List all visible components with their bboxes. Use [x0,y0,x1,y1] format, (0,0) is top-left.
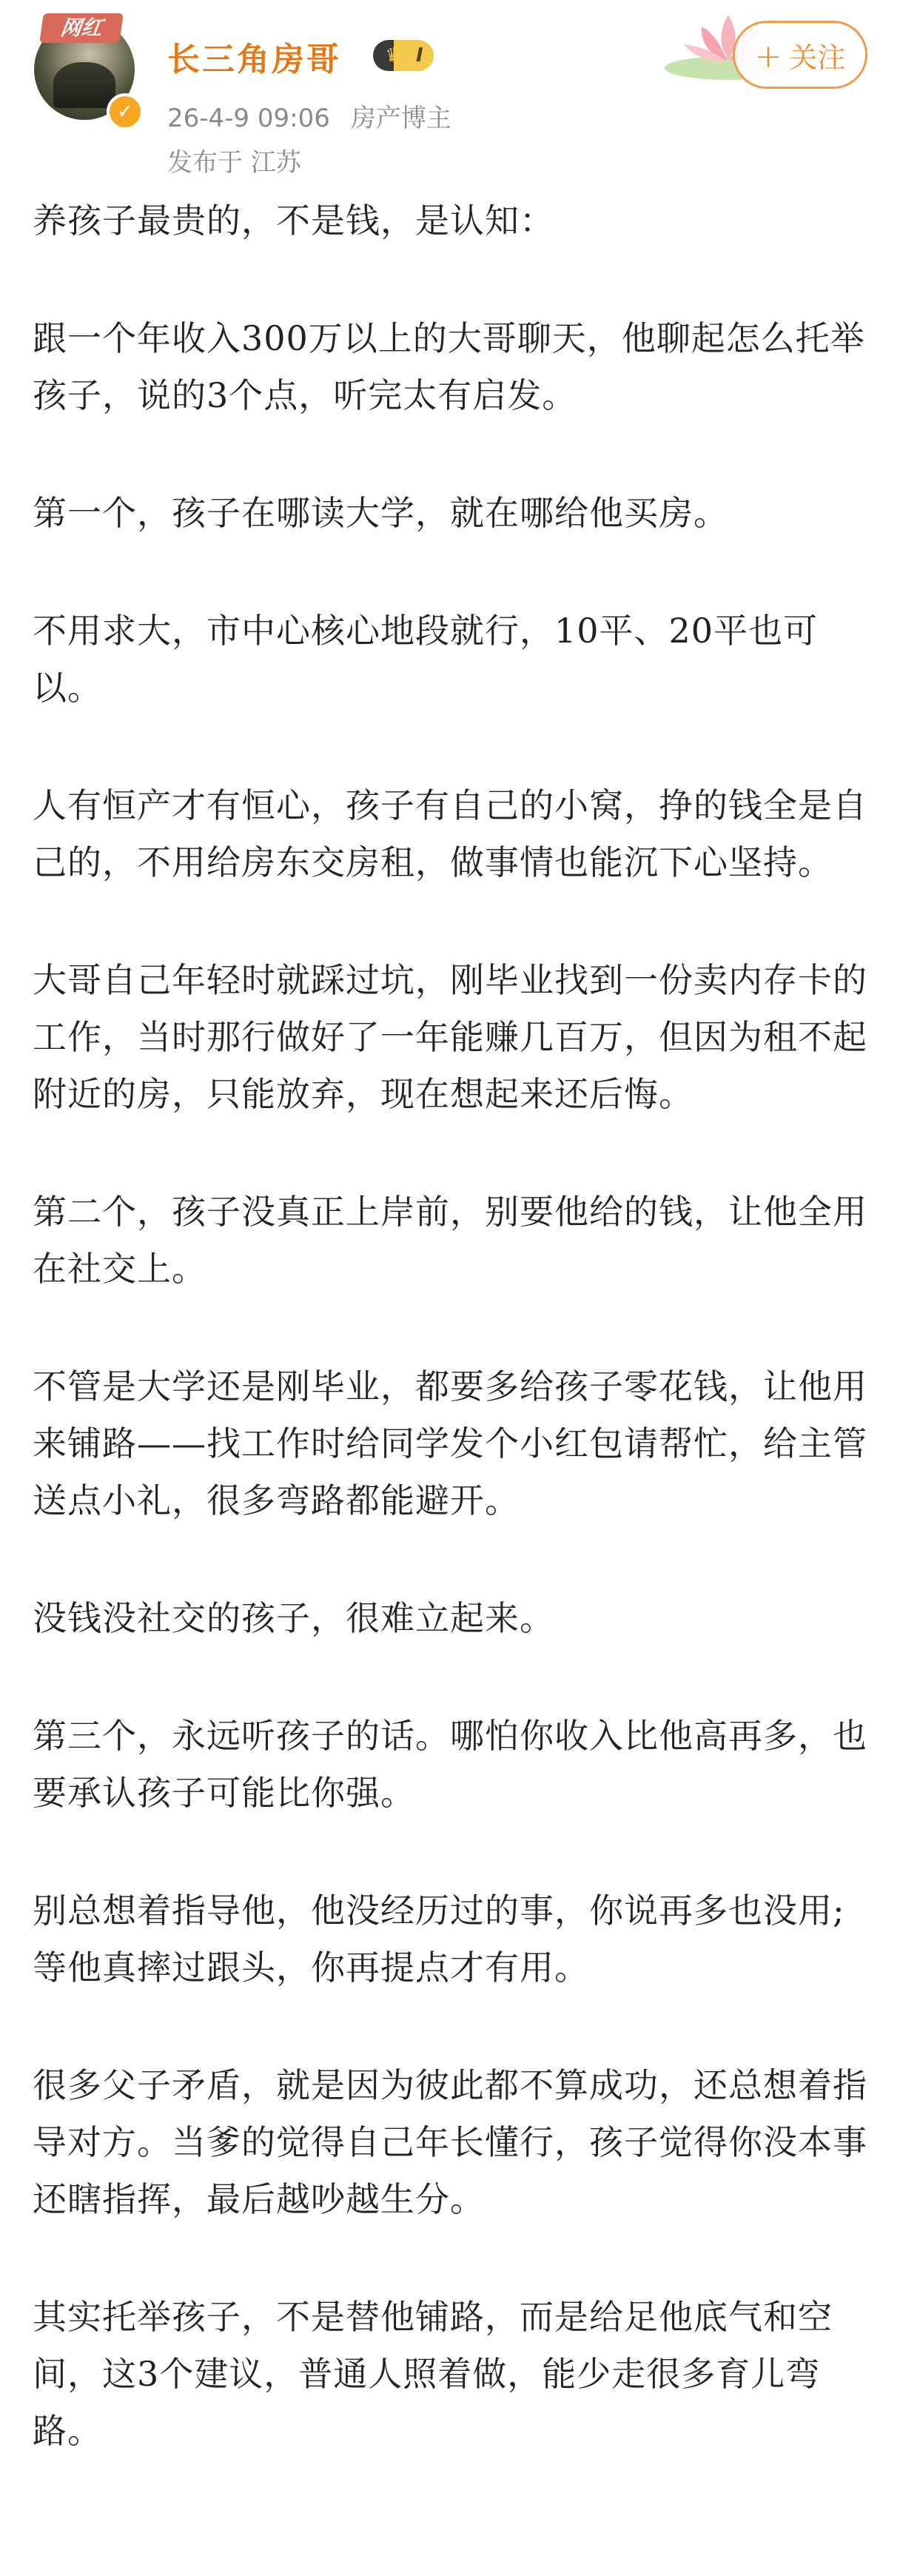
post-timestamp: 26-4-9 09:06 [167,104,330,133]
post-paragraph: 很多父子矛盾，就是因为彼此都不算成功，还总想着指导对方。当爹的觉得自己年长懂行，孩子觉得你没本事还瞎指挥，最后越吵越生分。 [33,2065,867,2219]
crown-icon: ♛ [385,44,403,67]
post-paragraph: 第三个，永远听孩子的话。哪怕你收入比他高再多，也要承认孩子可能比你强。 [33,1716,867,1813]
post-paragraph: 别总想着指导他，他没经历过的事，你说再多也没用;等他真摔过跟头，你再提点才有用。 [33,1891,845,1988]
post-paragraph: 跟一个年收入300万以上的大哥聊天，他聊起怎么托举孩子，说的3个点，听完太有启发。 [33,318,865,415]
post-header [0,0,900,185]
post-paragraph: 第二个，孩子没真正上岸前，别要他给的钱，让他全用在社交上。 [33,1192,867,1289]
level-label: I [416,44,423,67]
influencer-badge: 网红 [39,13,124,43]
follow-button[interactable] [733,21,867,89]
post-body [33,192,869,2520]
avatar[interactable] [34,16,135,123]
username[interactable]: 长三角房哥 [167,41,341,78]
level-badge[interactable] [373,40,434,71]
verified-icon: ✓ [107,93,144,130]
post-paragraph: 没钱没社交的孩子，很难立起来。 [33,1598,554,1638]
post-paragraph: 第一个，孩子在哪读大学，就在哪给他买房。 [33,493,728,533]
post-paragraph: 养孩子最贵的，不是钱，是认知： [33,201,554,241]
follow-label: 关注 [789,41,846,74]
post-paragraph: 不管是大学还是刚毕业，都要多给孩子零花钱，让他用来铺路——找工作时给同学发个小红包请帮忙，给主管送点小礼，很多弯路都能避开。 [33,1366,867,1520]
post-paragraph: 其实托举孩子，不是替他铺路，而是给足他底气和空间，这3个建议，普通人照着做，能少走很多育儿弯路。 [33,2297,833,2451]
post-paragraph: 不用求大，市中心核心地段就行，10平、20平也可以。 [33,611,819,708]
user-title: 房产博主 [350,104,451,133]
post-paragraph: 大哥自己年轻时就踩过坑，刚毕业找到一份卖内存卡的工作，当时那行做好了一年能赚几百万，但因为租不起附近的房，只能放弃，现在想起来还后悔。 [33,960,867,1114]
post-paragraph: 人有恒产才有恒心，孩子有自己的小窝，挣的钱全是自己的，不用给房东交房租，做事情也能沉下心坚持。 [33,785,867,882]
post-meta [167,98,472,134]
post-location: 发布于 江苏 [167,148,301,178]
plus-icon: + [754,38,782,76]
avatar-figure [53,62,115,108]
